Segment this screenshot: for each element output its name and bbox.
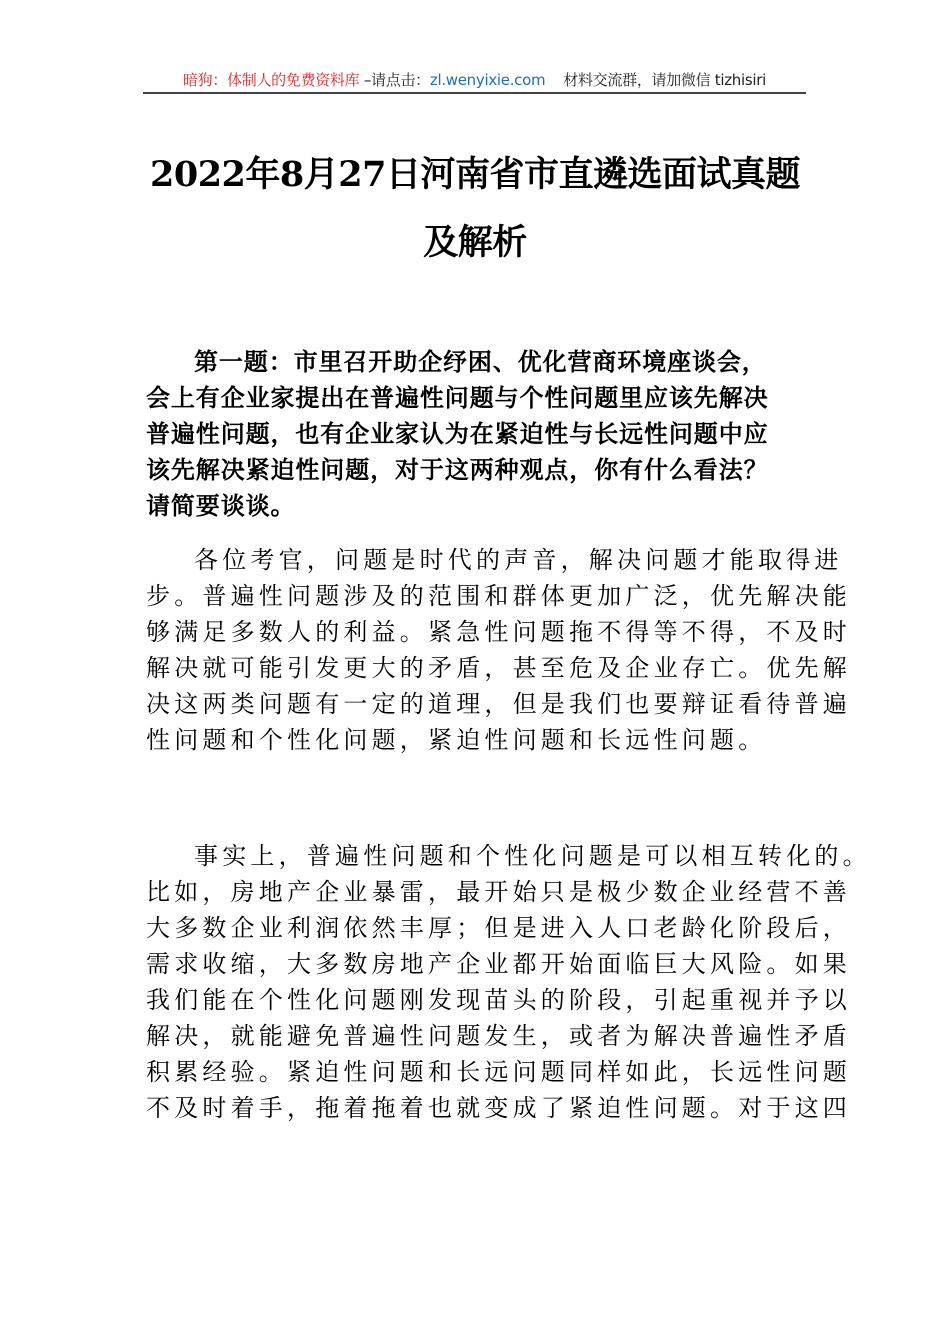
click-prompt-text: –请点击： — [363, 71, 430, 89]
answer-line: 性问题和个性化问题，紧迫性问题和长远性问题。 — [146, 726, 767, 754]
site-name-text: 暗狗：体制人的免费资料库 — [182, 71, 360, 89]
document-title-line-2: 及解析 — [423, 222, 527, 263]
question-line: 该先解决紧迫性问题，对于这两种观点，你有什么看法？ — [146, 456, 769, 484]
answer-line: 需求收缩，大多数房地产企业都开始面临巨大风险。如果 — [146, 950, 851, 978]
answer-paragraph-1 — [146, 542, 851, 758]
header-divider — [143, 92, 806, 94]
answer-line: 我们能在个性化问题刚发现苗头的阶段，引起重视并予以 — [146, 986, 851, 1014]
answer-line: 决这两类问题有一定的道理，但是我们也要辩证看待普遍 — [146, 690, 851, 718]
answer-line: 不及时着手，拖着拖着也就变成了紧迫性问题。对于这四 — [146, 1094, 851, 1122]
answer-line: 事实上，普遍性问题和个性化问题是可以相互转化的。 — [194, 842, 871, 870]
answer-line: 比如，房地产企业暴雷，最开始只是极少数企业经营不善 — [146, 878, 851, 906]
answer-line: 解决就可能引发更大的矛盾，甚至危及企业存亡。优先解 — [146, 654, 851, 682]
answer-line: 积累经验。紧迫性问题和长远问题同样如此，长远性问题 — [146, 1058, 851, 1086]
group-note-text: 材料交流群，请加微信 tizhisiri — [563, 71, 766, 89]
question-line: 会上有企业家提出在普遍性问题与个性问题里应该先解决 — [146, 384, 769, 412]
answer-paragraph-2 — [146, 838, 871, 1126]
answer-line: 大多数企业利润依然丰厚；但是进入人口老龄化阶段后， — [146, 914, 851, 942]
question-line: 请简要谈谈。 — [146, 492, 296, 520]
question-paragraph — [146, 344, 806, 524]
answer-line: 解决，就能避免普遍性问题发生，或者为解决普遍性矛盾 — [146, 1022, 851, 1050]
answer-line: 步。普遍性问题涉及的范围和群体更加广泛，优先解决能 — [146, 582, 851, 610]
document-title-line-1: 2022年8月27日河南省市直遴选面试真题 — [150, 154, 800, 195]
question-line: 第一题：市里召开助企纾困、优化营商环境座谈会， — [194, 348, 767, 376]
question-line: 普遍性问题，也有企业家认为在紧迫性与长远性问题中应 — [146, 420, 769, 448]
answer-line: 各位考官，问题是时代的声音，解决问题才能取得进 — [194, 546, 843, 574]
answer-line: 够满足多数人的利益。紧急性问题拖不得等不得，不及时 — [146, 618, 851, 646]
page-header-banner — [143, 69, 806, 91]
site-url-link[interactable]: zl.wenyixie.com — [429, 71, 546, 89]
